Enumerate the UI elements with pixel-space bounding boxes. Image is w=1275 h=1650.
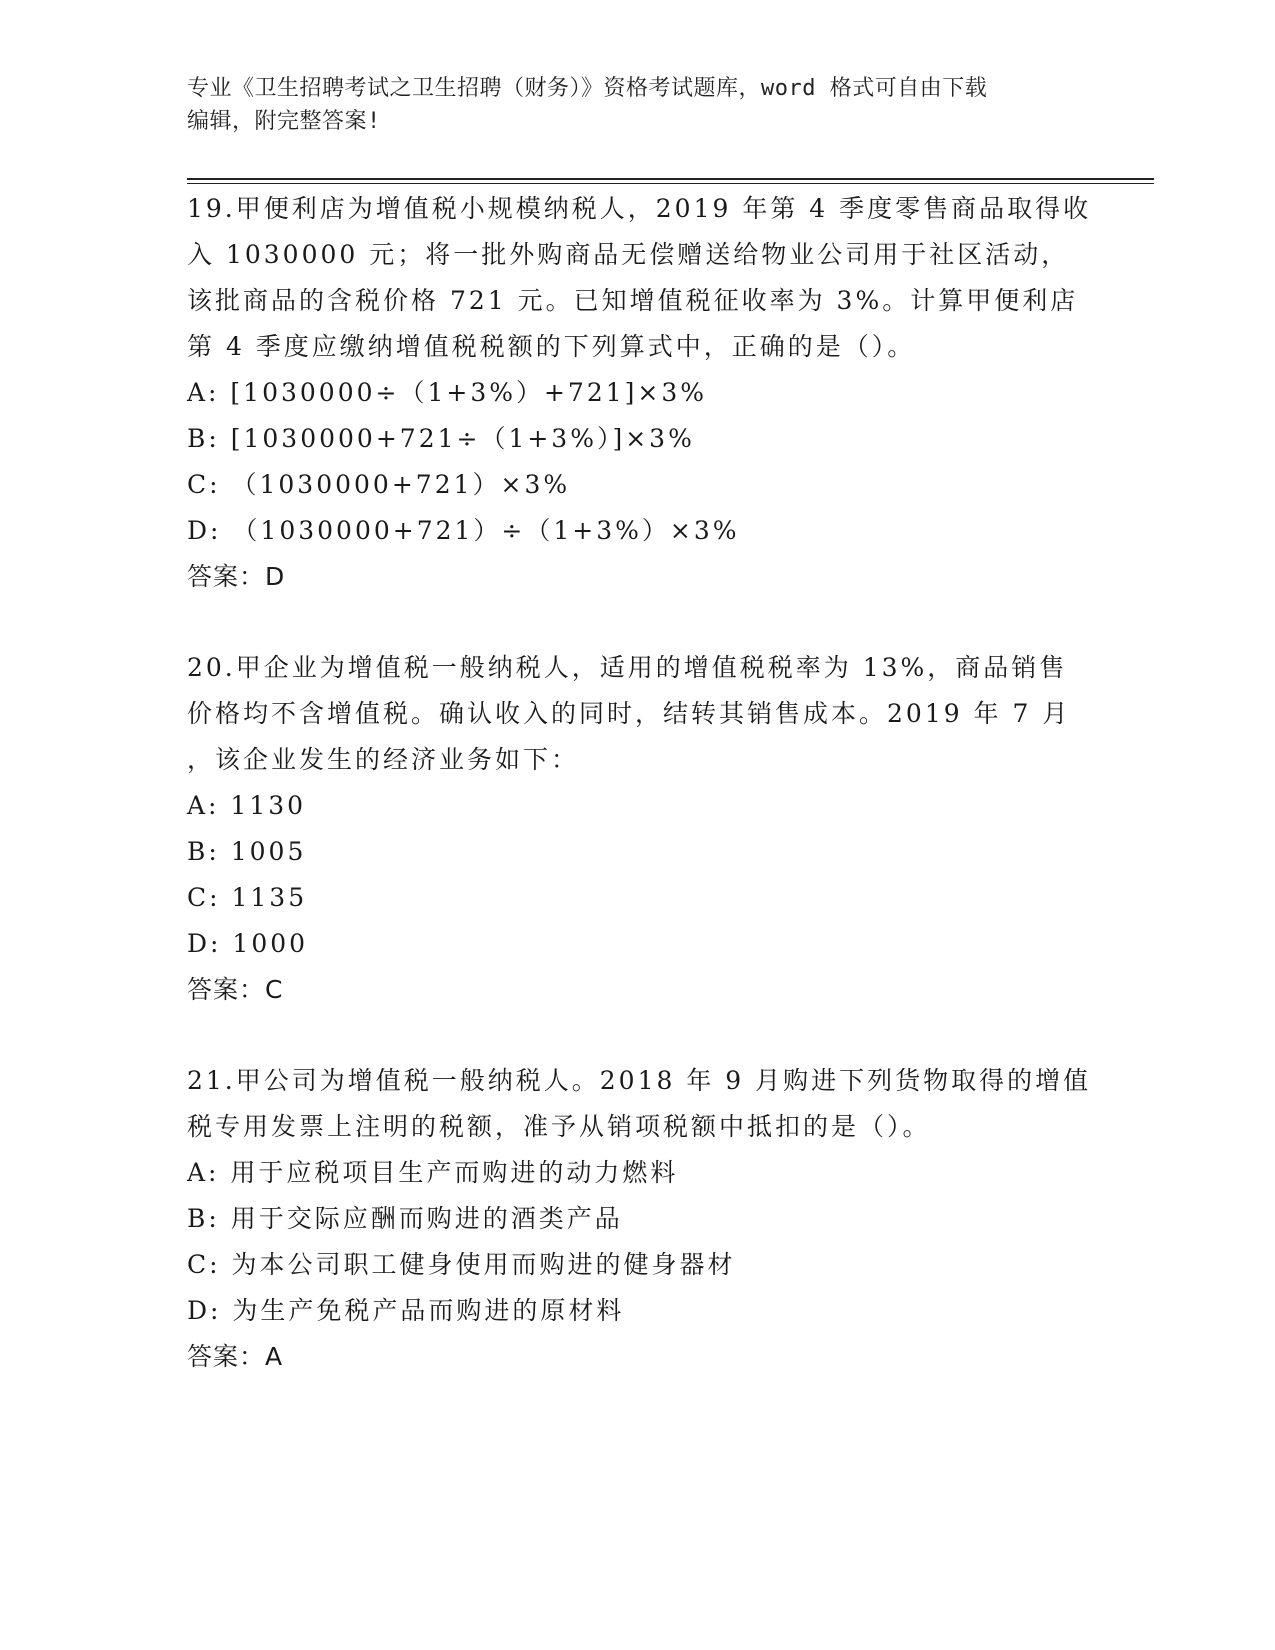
question-21 [187, 1058, 1092, 1380]
option-a: A: [1030000÷（1+3%）+721]×3% [187, 378, 708, 407]
question-text-line: 入 1030000 元；将一批外购商品无偿赠送给物业公司用于社区活动， [187, 240, 1070, 269]
option-d: D: （1030000+721）÷（1+3%）×3% [187, 516, 740, 545]
question-20 [187, 645, 1087, 1013]
option-d: D: 1000 [187, 929, 309, 958]
question-spacer [187, 1013, 1087, 1058]
question-text-line: 20.甲企业为增值税一般纳税人，适用的增值税税率为 13%，商品销售 [187, 653, 1068, 682]
answer-label: 答案：A [187, 1342, 284, 1371]
header-line-1: 专业《卫生招聘考试之卫生招聘（财务）》资格考试题库，word 格式可自由下载 [187, 76, 988, 101]
question-text-line: ，该企业发生的经济业务如下： [187, 745, 580, 774]
option-a: A: 用于应税项目生产而购进的动力燃料 [187, 1158, 679, 1187]
answer-label: 答案：C [187, 975, 284, 1004]
option-a: A: 1130 [187, 791, 307, 820]
option-c: C: 1135 [187, 883, 308, 912]
option-c: C: （1030000+721）×3% [187, 470, 571, 499]
question-text-line: 21.甲公司为增值税一般纳税人。2018 年 9 月购进下列货物取得的增值 [187, 1066, 1092, 1095]
option-c: C: 为本公司职工健身使用而购进的健身器材 [187, 1250, 736, 1279]
option-b: B: 1005 [187, 837, 307, 866]
option-b: B: [1030000+721÷（1+3%）]×3% [187, 424, 695, 453]
option-d: D: 为生产免税产品而购进的原材料 [187, 1296, 625, 1325]
question-text-line: 价格均不含增值税。确认收入的同时，结转其销售成本。2019 年 7 月 [187, 699, 1071, 728]
header-line-2: 编辑，附完整答案! [187, 109, 381, 134]
question-text-line: 该批商品的含税价格 721 元。已知增值税征收率为 3%。计算甲便利店 [187, 286, 1079, 315]
header-divider-thick [187, 178, 1154, 180]
question-text-line: 第 4 季度应缴纳增值税税额的下列算式中，正确的是（）。 [187, 332, 916, 361]
question-list [187, 186, 1092, 1380]
question-text-line: 税专用发票上注明的税额，准予从销项税额中抵扣的是（）。 [187, 1112, 931, 1141]
option-b: B: 用于交际应酬而购进的酒类产品 [187, 1204, 623, 1233]
header-divider-thin [187, 183, 1154, 184]
question-spacer [187, 600, 1087, 645]
document-header [187, 72, 1087, 138]
question-text-line: 19.甲便利店为增值税小规模纳税人，2019 年第 4 季度零售商品取得收 [187, 194, 1092, 223]
question-19 [187, 186, 1092, 600]
answer-label: 答案：D [187, 562, 286, 591]
